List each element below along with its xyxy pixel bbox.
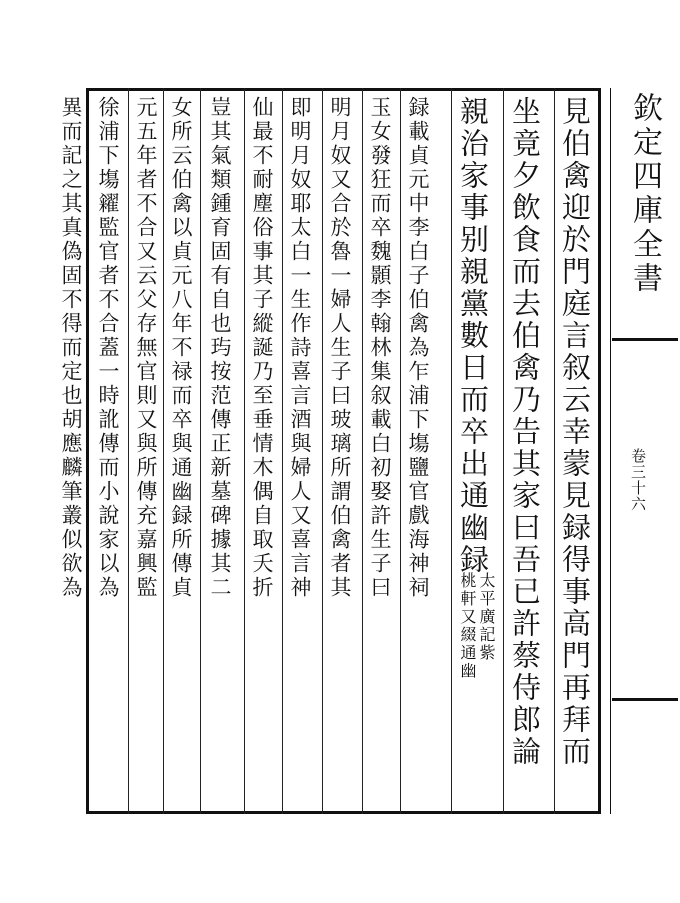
column-rule — [282, 88, 283, 814]
column-rule — [400, 88, 401, 814]
column-rule — [128, 88, 129, 814]
spine-rule — [610, 88, 611, 814]
column-rule — [322, 88, 323, 814]
page-spine — [598, 88, 680, 814]
text-column-3: 親治家事别親黨數日而卒出通幽録 — [456, 96, 490, 576]
text-column-11: 元五年者不合又云父存無官則又與所傳充嘉興監 — [134, 96, 158, 600]
column-rule — [503, 88, 504, 814]
text-column-10: 女所云伯禽以貞元八年不禄而卒與通幽録所傳貞 — [169, 96, 193, 600]
spine-rule — [598, 88, 601, 814]
text-column-2: 坐竟夕飲食而去伯禽乃告其家曰吾已許蔡侍郎論 — [508, 96, 542, 768]
text-column-1: 見伯禽迎於門庭言叙云幸蒙見録得事高門再拜而 — [558, 96, 592, 768]
volume-label: 卷三十六 — [629, 448, 647, 512]
text-column-12: 徐浦下塲糴監官者不合蓋一時訛傳而小說家以為 — [96, 96, 120, 600]
annotation-note-2: 桃軒又綴通幽 — [458, 572, 477, 680]
text-column-6: 明月奴又合於魯一婦人生子曰玻璃所謂伯禽者其 — [328, 96, 352, 600]
column-rule — [244, 88, 245, 814]
text-column-13: 異而記之其真偽固不得而定也胡應麟筆叢似欲為 — [59, 96, 83, 600]
text-column-4: 録載貞元中李白子伯禽為乍浦下塲鹽官戲海神祠 — [406, 96, 430, 600]
column-rule — [451, 88, 452, 814]
book-title: 欽定四庫全書 — [627, 92, 662, 296]
text-column-8: 仙最不耐塵俗事其子縱誕乃至垂情木偶自取夭折 — [250, 96, 274, 600]
column-rule — [554, 88, 555, 814]
spine-fishtail — [612, 698, 678, 701]
spine-fishtail — [612, 338, 678, 341]
column-rule — [163, 88, 164, 814]
text-column-5: 玉女發狂而卒魏顥李翰林集叙載白初娶許生子曰 — [368, 96, 392, 600]
text-column-9: 豈其氣類鍾育固有自也玙按范傳正新墓碑據其二 — [208, 96, 232, 600]
annotation-note-1: 太平廣記紫 — [477, 572, 496, 662]
column-rule — [200, 88, 201, 814]
text-column-7: 即明月奴耶太白一生作詩喜言酒與婦人又喜言神 — [288, 96, 312, 600]
column-rule — [362, 88, 363, 814]
